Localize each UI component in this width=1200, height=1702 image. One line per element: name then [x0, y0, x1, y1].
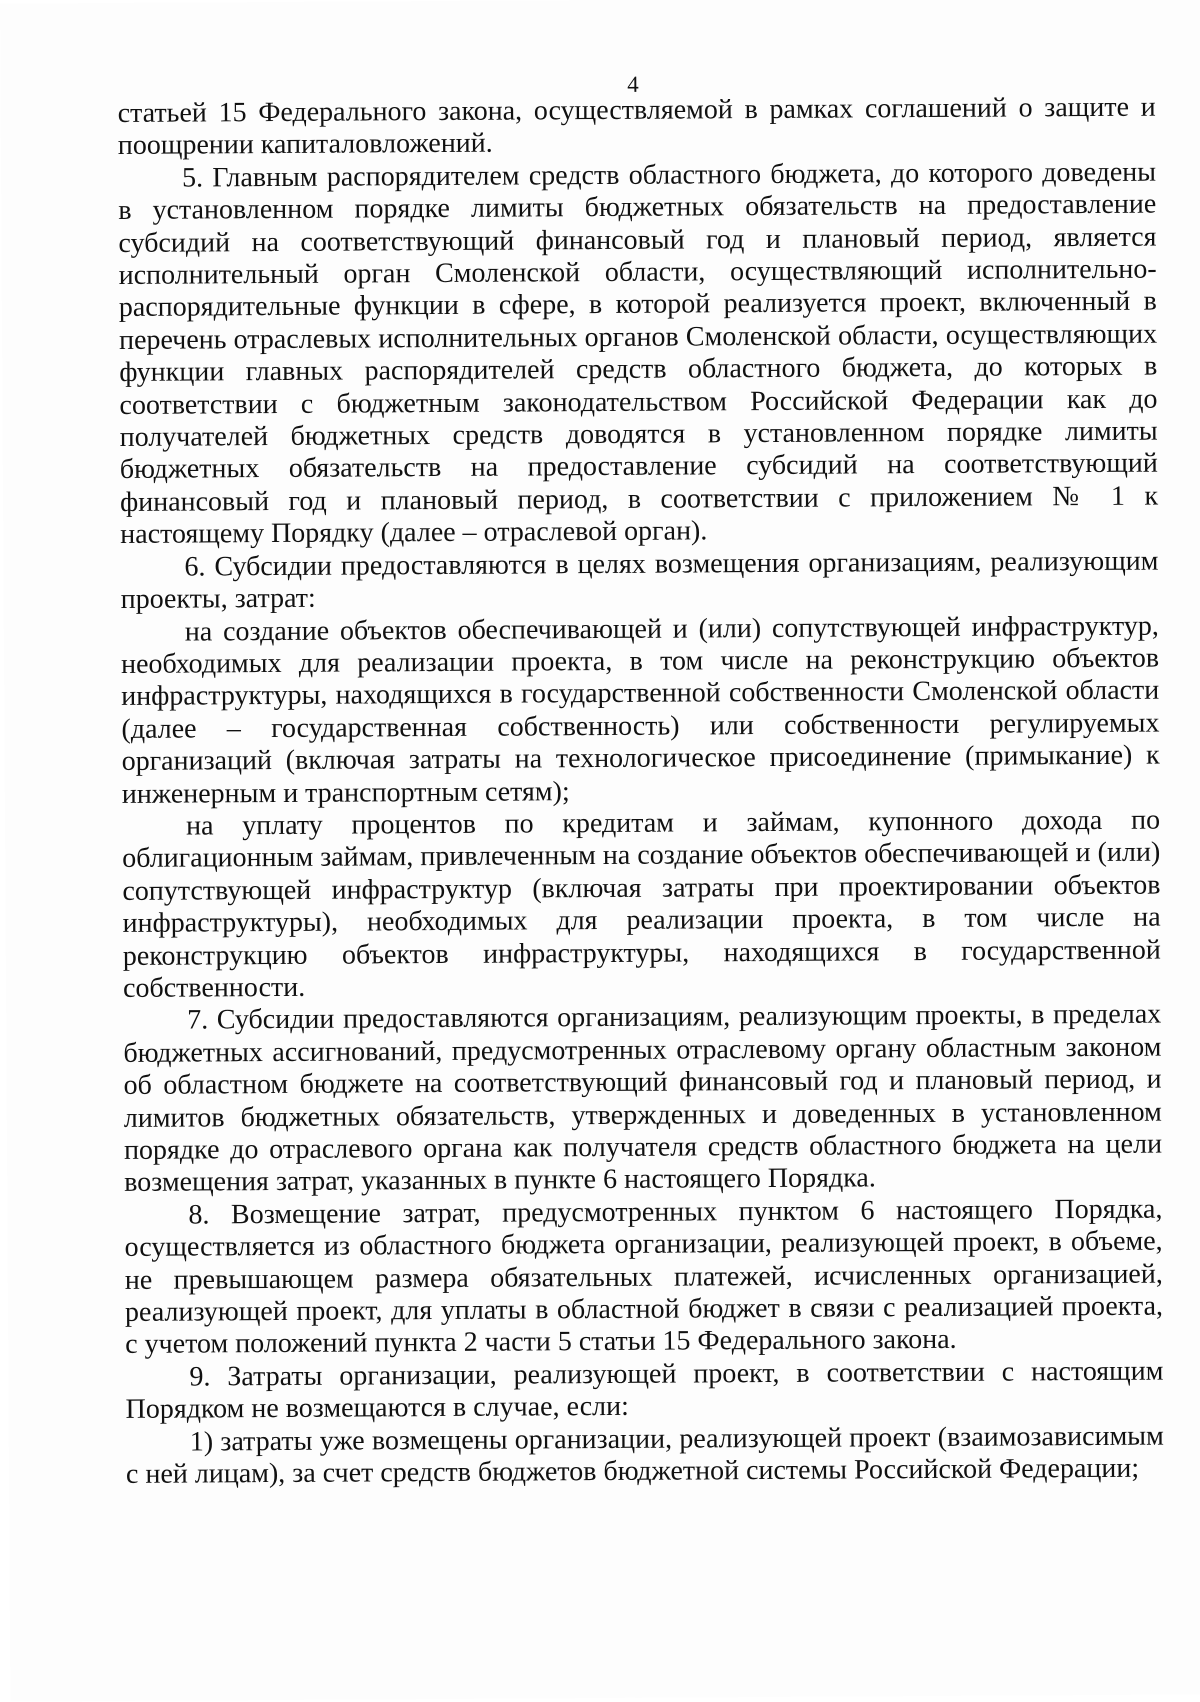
paragraph-item-7: 7. Субсидии предоставляются организациям, реализующим проекты, в пределах бюджетных ассигнований, предусмотренных отраслевому органу областным законом об областном бюджете на соответствующий финансовый год и плановый период, и лимитов бюджетных обязательств, утвержденных и доведенных в установленном порядке до отраслевого органа как получателя средств областного бюджета на цели возмещения затрат, указанных в пункте 6 настоящего Порядка.: [123, 998, 1163, 1199]
paragraph-item-9-subitem-1: 1) затраты уже возмещены организации, реализующей проект (взаимозависимым с ней лицам), за счет средств бюджетов бюджетной системы Российской Федерации;: [125, 1420, 1164, 1490]
document-body: [118, 92, 1164, 1492]
paragraph-item-6: 6. Субсидии предоставляются в целях возмещения организациям, реализующим проекты, затрат:: [120, 545, 1159, 616]
paragraph-item-5: 5. Главным распорядителем средств областного бюджета, до которого доведены в установленном порядке лимиты бюджетных обязательств на предоставление субсидий на соответствующий финансовый год и плановый период, является исполнительный орган Смоленской области, осуществляющий исполнительно-распорядительные функции в сфере, в которой реализуется проект, включенный в перечень отраслевых исполнительных органов Смоленской области, осуществляющих функции главных распорядителей средств областного бюджета, до которых в соответствии с бюджетным законодательством Российской Федерации как до получателей бюджетных средств доводятся в установленном порядке лимиты бюджетных обязательств на предоставление субсидий на соответствующий финансовый год и плановый период, в соответствии с приложением № 1 к настоящему Порядку (далее – отраслевой орган).: [118, 156, 1159, 551]
paragraph-item-8: 8. Возмещение затрат, предусмотренных пунктом 6 настоящего Порядка, осуществляется из областного бюджета организации, реализующей проект, в объеме, не превышающем размера обязательных платежей, исчисленных организацией, реализующей проект, для уплаты в областной бюджет в связи с реализацией проекта, с учетом положений пункта 2 части 5 статьи 15 Федерального закона.: [124, 1193, 1164, 1361]
paragraph-item-9: 9. Затраты организации, реализующей проект, в соответствии с настоящим Порядком не возмещаются в случае, если:: [125, 1355, 1164, 1426]
paragraph-continuation: статьей 15 Федерального закона, осуществляемой в рамках соглашений о защите и поощрении капиталовложений.: [117, 91, 1156, 162]
paragraph-item-6-interest: на уплату процентов по кредитам и займам, купонного дохода по облигационным займам, привлеченным на создание объектов обеспечивающей и (или) сопутствующей инфраструктур (включая затраты при проектировании объектов инфраструктуры), необходимых для реализации проекта, в том числе на реконструкцию объектов инфраструктуры, находящихся в государственной собственности.: [122, 804, 1161, 1004]
page-number: 4: [627, 71, 639, 97]
paragraph-item-6-infrastructure: на создание объектов обеспечивающей и (или) сопутствующей инфраструктур, необходимых для реализации проекта, в том числе на реконструкцию объектов инфраструктуры, находящихся в государственной собственности Смоленской области (далее – государственная собственность) или собственности регулируемых организаций (включая затраты на технологическое присоединение (примыкание) к инженерным и транспортным сетям);: [120, 610, 1160, 810]
